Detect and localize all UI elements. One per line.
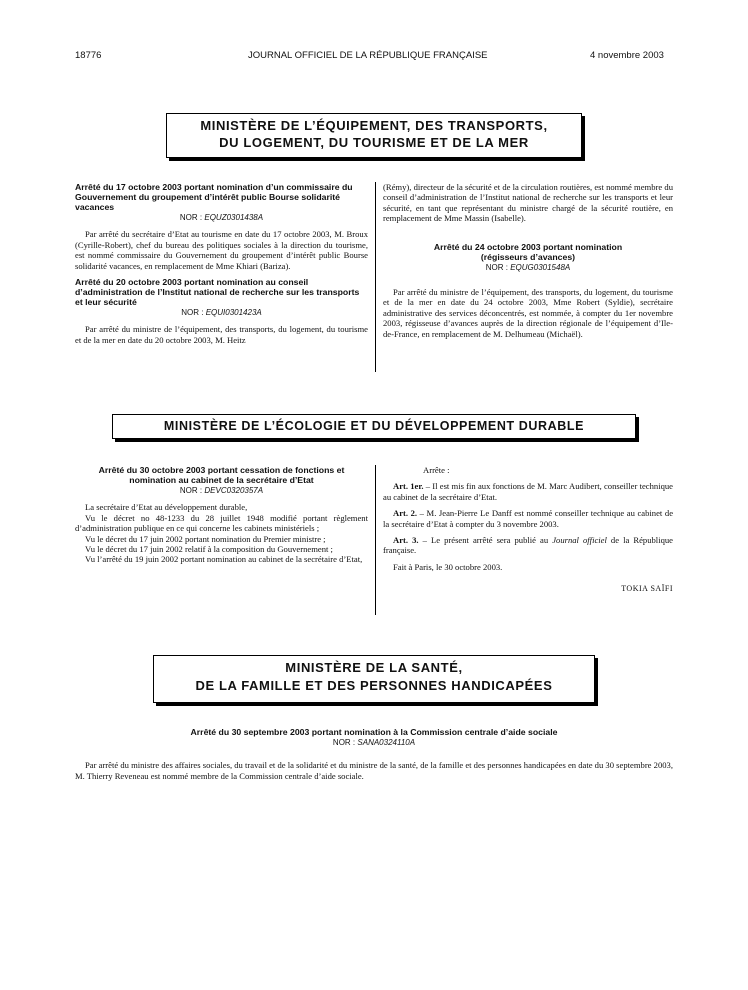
page-number: 18776 <box>75 50 102 61</box>
nor-code: EQUZ0301438A <box>204 213 264 222</box>
signature: TOKIA SAÏFI <box>621 584 673 594</box>
nor-reference <box>75 486 368 496</box>
column-divider <box>375 465 376 615</box>
section1-left-column <box>75 182 368 345</box>
nor-label: NOR : <box>485 262 508 272</box>
article-label: Art. 3. <box>393 535 419 546</box>
nor-code: EQUI0301423A <box>205 308 262 318</box>
decree-title: Arrêté du 30 septembre 2003 portant nomination à la Commission centrale d’aide sociale <box>190 727 558 737</box>
arrete-heading: Arrête : <box>423 465 450 475</box>
decree-body: Par arrêté du ministre de l’équipement, des transports, du logement, du tourisme et de la mer en date du 20 octobre 2003, M. Heitz <box>75 324 368 345</box>
recital: Vu l’arrêté du 19 juin 2002 portant nomination au cabinet de la secrétaire d’Etat, <box>85 554 363 565</box>
journal-name: Journal officiel <box>552 535 607 546</box>
ministry-line-1: MINISTÈRE DE LA SANTÉ, <box>285 660 463 675</box>
signing-place-date: Fait à Paris, le 30 octobre 2003. <box>393 561 503 572</box>
nor-reference <box>383 263 673 273</box>
article-label: Art. 2. <box>393 508 418 519</box>
ministry-line-2: DE LA FAMILLE ET DES PERSONNES HANDICAPÉES <box>195 678 553 693</box>
section2-left-column <box>75 465 368 565</box>
ministry-heading-ecologie <box>112 414 636 439</box>
nor-label: NOR : <box>332 738 356 747</box>
decree-body: Par arrêté du ministre des affaires sociales, du travail et de la solidarité et du ministre de la santé, de la famille et des personnes handicapées en date du 30 septembre 2003, M. Thierry Reveneau est nommé membre de la Commission centrale d’aide sociale. <box>75 760 673 781</box>
recital: Vu le décret du 17 juin 2002 portant nomination du Premier ministre ; <box>85 533 326 544</box>
issue-date: 4 novembre 2003 <box>590 50 664 61</box>
article-label: Art. 1er. <box>393 481 424 492</box>
ministry-line-2: DU LOGEMENT, DU TOURISME ET DE LA MER <box>219 135 529 150</box>
nor-reference <box>75 738 673 748</box>
ministry-line-1: MINISTÈRE DE L’ÉCOLOGIE ET DU DÉVELOPPEMENT DURABLE <box>163 419 585 433</box>
nor-code: DEVC0320357A <box>204 486 264 495</box>
nor-label: NOR : <box>179 486 203 495</box>
nor-label: NOR : <box>181 308 204 318</box>
journal-title: JOURNAL OFFICIEL DE LA RÉPUBLIQUE FRANÇAISE <box>248 50 488 61</box>
recital: Vu le décret du 17 juin 2002 relatif à la composition du Gouvernement ; <box>85 544 333 555</box>
decree-title <box>383 242 673 262</box>
nor-reference <box>75 213 368 223</box>
section3-full-width <box>75 727 673 781</box>
decree-body-continued: (Rémy), directeur de la sécurité et de la circulation routières, est nommé membre du conseil d’administration de l’Institut national de recherche sur les transports et leur sécurité, en tant que représentant du ministre chargé de la sécurité routière, en remplacement de Mme Massin (Isabelle). <box>383 182 673 224</box>
nor-reference <box>75 308 368 318</box>
decree-body: Par arrêté du ministre de l’équipement, des transports, du logement, du tourisme et de la mer en date du 24 octobre 2003, Mme Robert (Syldie), secrétaire administrative des services déconcentrés, est nommée, à compter du 1er novembre 2003, régisseuse d’avances auprès de la direction régionale de l’équipement d’Ile-de-France, en remplacement de M. Delhumeau (Michaël). <box>383 287 673 339</box>
decree-title-line: Arrêté du 24 octobre 2003 portant nomination <box>433 241 623 252</box>
article-3 <box>383 535 673 556</box>
recital: Vu le décret no 48-1233 du 28 juillet 1948 modifié portant règlement d’administration publique en ce qui concerne les cabinets ministériels ; <box>75 512 368 534</box>
article-text: – Il est mis fin aux fonctions de M. Marc Audibert, conseiller technique au cabinet de la secrétaire d’Etat. <box>383 481 673 502</box>
nor-label: NOR : <box>179 213 203 222</box>
article-text: de la République française. <box>383 535 673 556</box>
decree-body: Par arrêté du secrétaire d’Etat au tourisme en date du 17 octobre 2003, M. Broux (Cyrille-Robert), chef du bureau des politiques sociales à la direction du tourisme, est nommé commissaire du Gouvernement du groupement d’intérêt public Bourse solidarité vacances, en remplacement de Mme Khiari (Bariza). <box>75 229 368 271</box>
article-text: – M. Jean-Pierre Le Danff est nommé conseiller technique au cabinet de la secrétaire d’Etat à compter du 3 novembre 2003. <box>383 508 674 529</box>
decree-title: Arrêté du 20 octobre 2003 portant nomination au conseil d’administration de l’Institut national de recherche sur les transports et leur sécurité <box>75 277 360 308</box>
article-2 <box>383 508 673 529</box>
article-1 <box>383 481 673 502</box>
decree-title: Arrêté du 17 octobre 2003 portant nomination d’un commissaire du Gouvernement du groupement d’intérêt public Bourse solidarité vacances <box>75 182 353 212</box>
nor-code: EQUG0301548A <box>510 262 571 272</box>
ministry-heading-equipement <box>166 113 582 158</box>
nor-code: SANA0324110A <box>357 738 416 747</box>
ministry-heading-sante <box>153 655 595 703</box>
article-text: – Le présent arrêté sera publié au <box>418 535 553 546</box>
column-divider <box>375 182 376 372</box>
decree-title: Arrêté du 30 octobre 2003 portant cessation de fonctions et nomination au cabinet de la secrétaire d’Etat <box>98 465 345 485</box>
recital: La secrétaire d’Etat au développement durable, <box>85 502 248 513</box>
decree-title-line: (régisseurs d’avances) <box>480 251 576 262</box>
section1-right-column <box>383 182 673 339</box>
section2-right-column <box>383 465 673 595</box>
ministry-line-1: MINISTÈRE DE L’ÉQUIPEMENT, DES TRANSPORTS, <box>200 118 548 133</box>
